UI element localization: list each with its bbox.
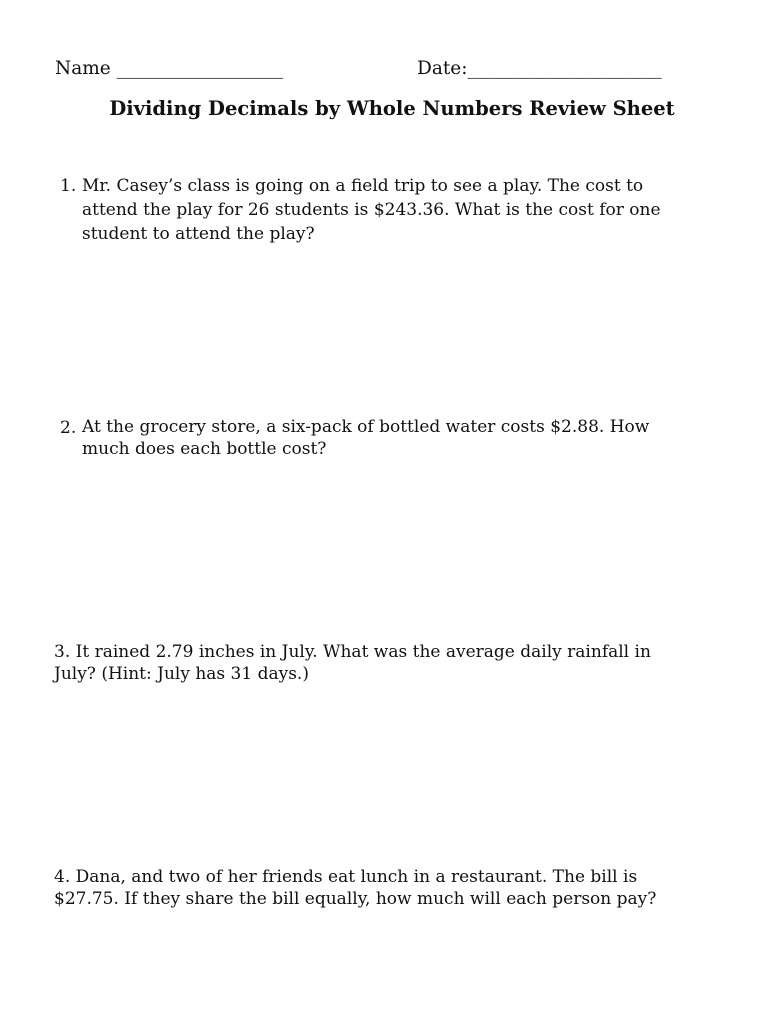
question-2	[60, 416, 700, 462]
question-text	[82, 416, 649, 460]
question-line: At the grocery store, a six-pack of bottled water costs $2.88. How	[82, 417, 650, 437]
question-3	[54, 641, 714, 685]
question-line: July? (Hint: July has 31 days.)	[54, 664, 309, 684]
question-1	[60, 174, 700, 246]
question-line: much does each bottle cost?	[82, 439, 327, 459]
question-number: 1.	[60, 176, 77, 196]
question-line: student to attend the play?	[82, 224, 315, 244]
question-line: attend the play for 26 students is $243.36. What is the cost for one	[82, 200, 661, 220]
question-line: Mr. Casey’s class is going on a field trip to see a play. The cost to	[82, 176, 644, 196]
question-4	[54, 866, 714, 910]
question-line: 4. Dana, and two of her friends eat lunch in a restaurant. The bill is	[54, 867, 638, 887]
page-title: Dividing Decimals by Whole Numbers Review Sheet	[109, 97, 675, 120]
question-line: 3. It rained 2.79 inches in July. What was the average daily rainfall in	[54, 642, 651, 662]
question-line: $27.75. If they share the bill equally, how much will each person pay?	[54, 889, 657, 909]
question-number: 2.	[60, 418, 77, 438]
date-field: Date:_____________________	[417, 58, 662, 79]
header-line	[55, 58, 695, 82]
name-field: Name __________________	[55, 58, 284, 79]
question-text	[82, 174, 661, 246]
